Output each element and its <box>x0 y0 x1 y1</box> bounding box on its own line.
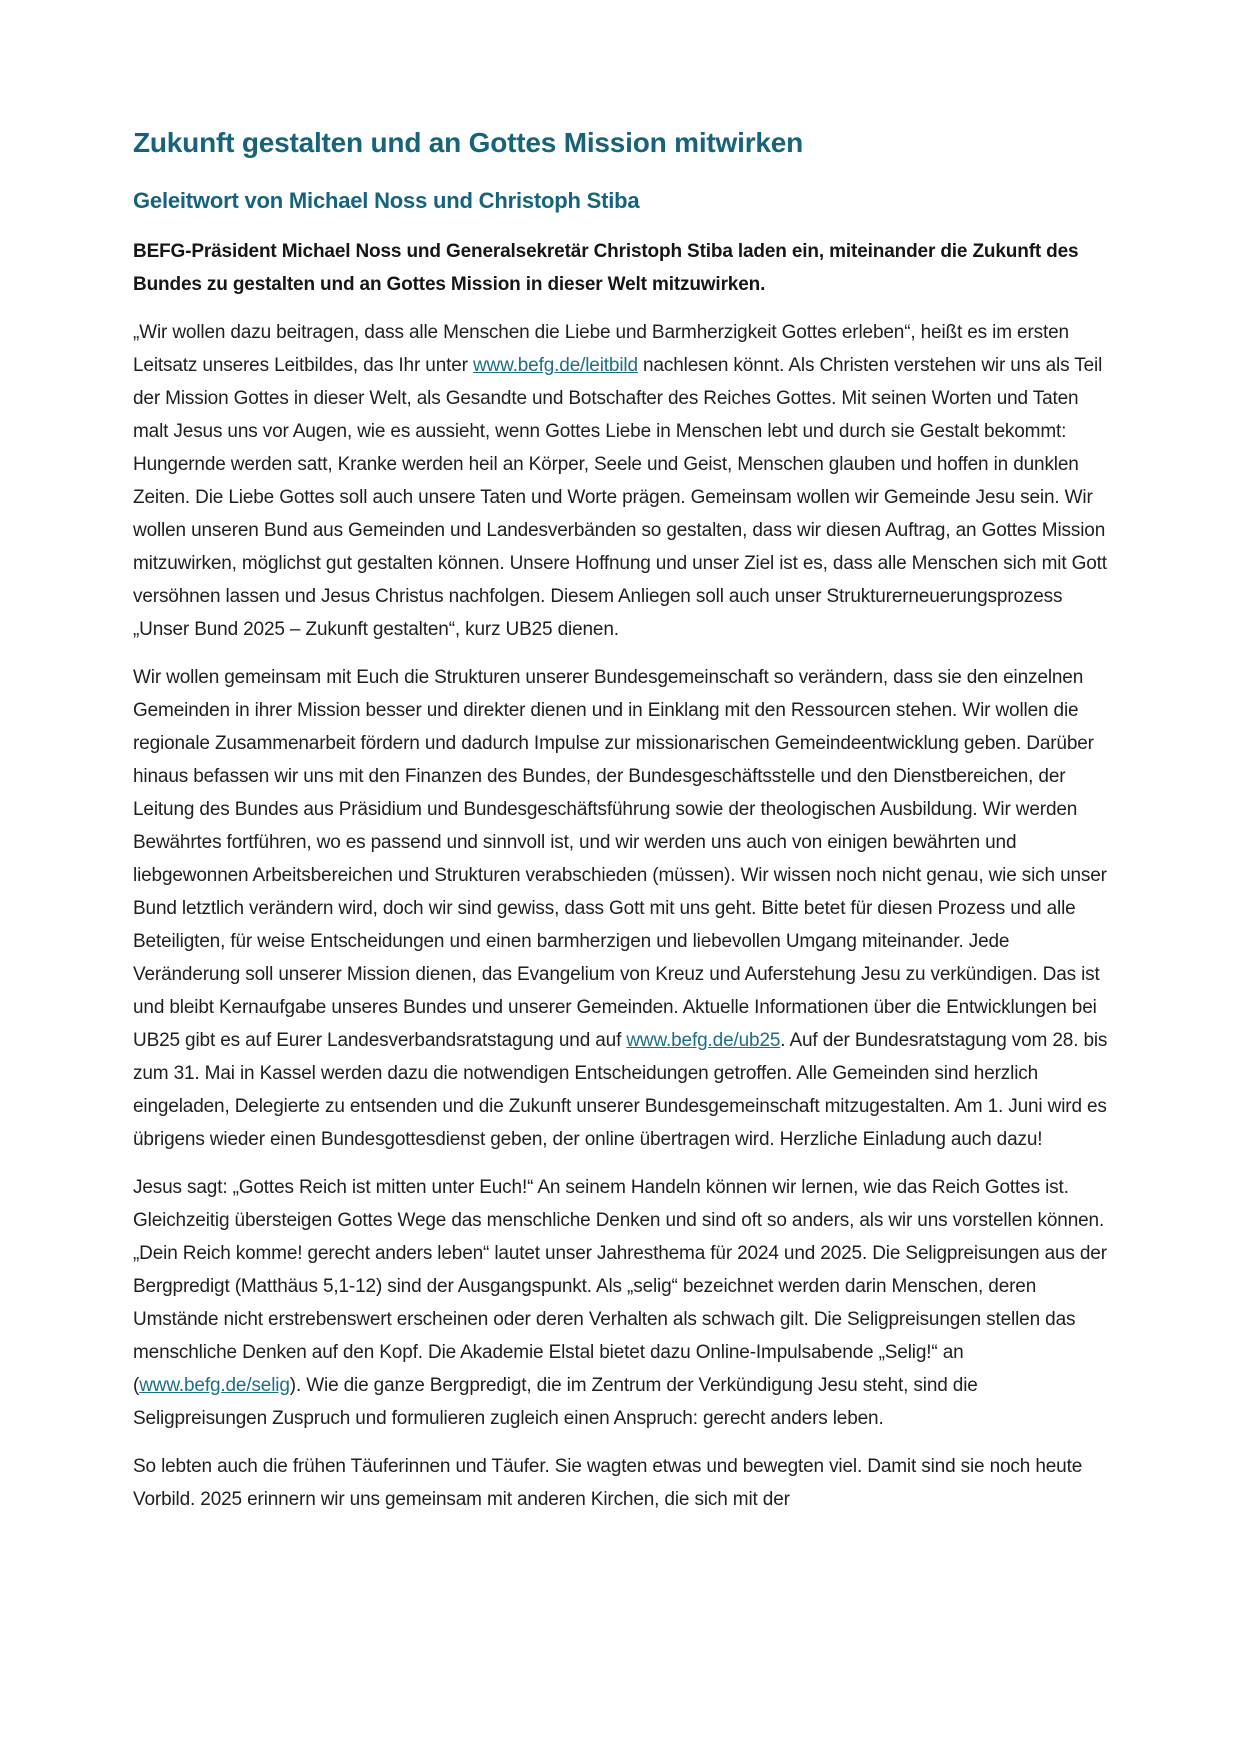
link-befg-leitbild[interactable]: www.befg.de/leitbild <box>472 355 638 376</box>
paragraph-1-text-after-link: nachlesen könnt. Als Christen verstehen wir uns als Teil der Mission Gottes in dieser Welt, als Gesandte und Botschafter des Reiches Gottes. Mit seinen Worten und Taten malt Jesus uns vor Augen, wie es aussieht, wenn Gottes Liebe in Menschen lebt und durch sie Gestalt bekommt: Hungernde werden satt, Kranke werden heil an Körper, Seele und Geist, Menschen glauben und hoffen in dunklen Zeiten. Die Liebe Gottes soll auch unsere Taten und Worte prägen. Gemeinsam wollen wir Gemeinde Jesu sein. Wir wollen unseren Bund aus Gemeinden und Landesverbänden so gestalten, dass wir diesen Auftrag, an Gottes Mission mitzuwirken, möglichst gut gestalten können. Unsere Hoffnung und unser Ziel ist es, dass alle Menschen sich mit Gott versöhnen lassen und Jesus Christus nachfolgen. Diesem Anliegen soll auch unser Strukturerneuerungsprozess „Unser Bund 2025 – Zukunft gestalten“, kurz UB25 dienen. <box>133 355 1107 640</box>
paragraph-1-text-before-link: „Wir wollen dazu beitragen, dass alle Menschen die Liebe und Barmherzigkeit Gottes erleben“, heißt es im ersten Leitsatz unseres Leitbildes, das Ihr unter <box>133 322 1069 376</box>
paragraph-2-text-before-link: Wir wollen gemeinsam mit Euch die Strukturen unserer Bundesgemeinschaft so verändern, dass sie den einzelnen Gemeinden in ihrer Mission besser und direkter dienen und in Einklang mit den Ressourcen stehen. Wir wollen die regionale Zusammenarbeit fördern und dadurch Impulse zur missionarischen Gemeindeentwicklung geben. Darüber hinaus befassen wir uns mit den Finanzen des Bundes, der Bundesgeschäftsstelle und den Dienstbereichen, der Leitung des Bundes aus Präsidium und Bundesgeschäftsführung sowie der theologischen Ausbildung. Wir werden Bewährtes fortführen, wo es passend und sinnvoll ist, und wir werden uns auch von einigen bewährten und liebgewonnen Arbeitsbereichen und Strukturen verabschieden (müssen). Wir wissen noch nicht genau, wie sich unser Bund letztlich verändern wird, doch wir sind gewiss, dass Gott mit uns geht. Bitte betet für diesen Prozess und alle Beteiligten, für weise Entscheidungen und einen barmherzigen und liebevollen Umgang miteinander. Jede Veränderung soll unserer Mission dienen, das Evangelium von Kreuz und Auferstehung Jesu zu verkündigen. Das ist und bleibt Kernaufgabe unseres Bundes und unserer Gemeinden. Aktuelle Informationen über die Entwicklungen bei UB25 gibt es auf Eurer Landesverbandsratstagung und auf <box>133 667 1107 1051</box>
document-body <box>133 316 1115 1516</box>
paragraph-2 <box>133 661 1115 1156</box>
paragraph-3-text-after-link: ). Wie die ganze Bergpredigt, die im Zentrum der Verkündigung Jesu steht, sind die Seligpreisungen Zuspruch und formulieren zugleich einen Anspruch: gerecht anders leben. <box>133 1375 978 1429</box>
paragraph-4 <box>133 1450 1115 1516</box>
paragraph-4-text: So lebten auch die frühen Täuferinnen und Täufer. Sie wagten etwas und bewegten viel. Damit sind sie noch heute Vorbild. 2025 erinnern wir uns gemeinsam mit anderen Kirchen, die sich mit der <box>133 1456 1083 1510</box>
paragraph-2-text-after-link: . Auf der Bundesratstagung vom 28. bis zum 31. Mai in Kassel werden dazu die notwendigen Entscheidungen getroffen. Alle Gemeinden sind herzlich eingeladen, Delegierte zu entsenden und die Zukunft unserer Bundesgemeinschaft mitzugestalten. Am 1. Juni wird es übrigens wieder einen Bundesgottesdienst geben, der online übertragen wird. Herzliche Einladung auch dazu! <box>133 1030 1108 1150</box>
link-befg-ub25[interactable]: www.befg.de/ub25 <box>626 1030 781 1051</box>
paragraph-3-text-before-link: Jesus sagt: „Gottes Reich ist mitten unter Euch!“ An seinem Handeln können wir lernen, wie das Reich Gottes ist. Gleichzeitig übersteigen Gottes Wege das menschliche Denken und sind oft so anders, als wir uns vorstellen können. „Dein Reich komme! gerecht anders leben“ lautet unser Jahresthema für 2024 und 2025. Die Seligpreisungen aus der Bergpredigt (Matthäus 5,1-12) sind der Ausgangspunkt. Als „selig“ bezeichnet werden darin Menschen, deren Umstände nicht erstrebenswert erscheinen oder deren Verhalten als schwach gilt. Die Seligpreisungen stellen das menschliche Denken auf den Kopf. Die Akademie Elstal bietet dazu Online-Impulsabende „Selig!“ an ( <box>133 1177 1107 1396</box>
document-subtitle: Geleitwort von Michael Noss und Christoph Stiba <box>133 188 640 213</box>
lead-paragraph: BEFG-Präsident Michael Noss und Generalsekretär Christoph Stiba laden ein, miteinander die Zukunft des Bundes zu gestalten und an Gottes Mission in dieser Welt mitzuwirken. <box>133 241 1079 295</box>
link-befg-selig[interactable]: www.befg.de/selig <box>139 1375 290 1396</box>
document-title: Zukunft gestalten und an Gottes Mission mitwirken <box>133 127 804 158</box>
paragraph-1 <box>133 316 1115 646</box>
paragraph-3 <box>133 1171 1115 1435</box>
